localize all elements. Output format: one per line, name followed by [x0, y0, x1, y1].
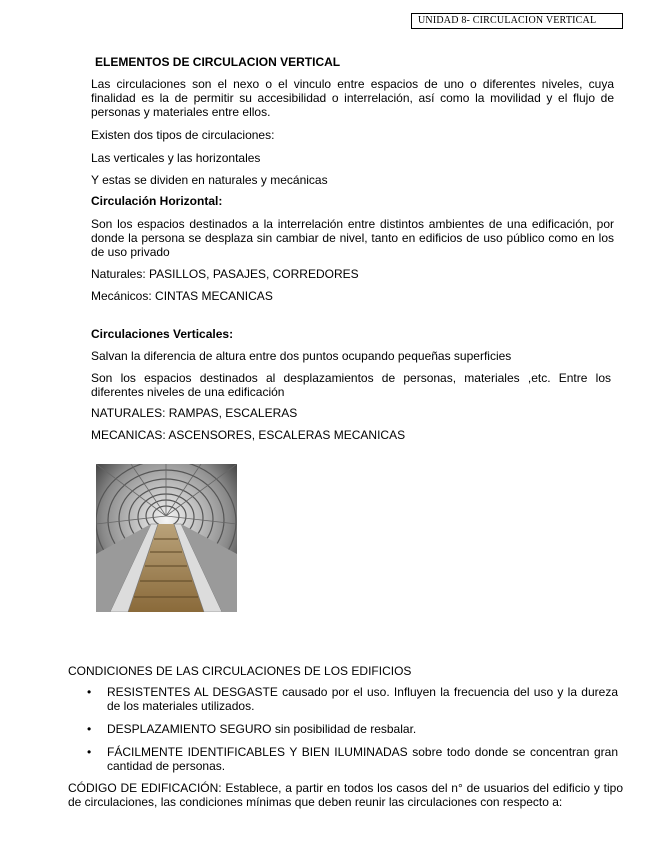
unit-header-box: [411, 13, 623, 29]
vertical-line2: Son los espacios destinados al desplazamientos de personas, materiales ,etc. Entre los diferentes niveles de una edificación: [91, 371, 611, 399]
horizontal-mechanical: Mecánicos: CINTAS MECANICAS: [91, 289, 273, 303]
vertical-heading: Circulaciones Verticales:: [91, 327, 234, 341]
horizontal-natural: Naturales: PASILLOS, PASAJES, CORREDORES: [91, 267, 359, 281]
bullet-icon: •: [87, 745, 92, 759]
building-code-paragraph: CÓDIGO DE EDIFICACIÓN: Establece, a partir en todos los casos del n° de usuarios del edificio y tipo de circulaciones, las condiciones mínimas que deben reunir las circulaciones con respecto a:: [68, 781, 623, 809]
bullet-icon: •: [87, 685, 92, 699]
horizontal-heading: Circulación Horizontal:: [91, 194, 223, 208]
vertical-natural: NATURALES: RAMPAS, ESCALERAS: [91, 406, 298, 420]
vertical-mechanical: MECANICAS: ASCENSORES, ESCALERAS MECANICAS: [91, 428, 406, 442]
condition-item: FÁCILMENTE IDENTIFICABLES Y BIEN ILUMINADAS sobre todo donde se concentran gran cantidad de personas.: [107, 745, 618, 773]
conditions-heading: CONDICIONES DE LAS CIRCULACIONES DE LOS EDIFICIOS: [68, 664, 412, 678]
unit-header-label: UNIDAD 8- CIRCULACION VERTICAL: [418, 15, 597, 26]
vertical-line1: Salvan la diferencia de altura entre dos puntos ocupando pequeñas superficies: [91, 349, 512, 363]
bullet-icon: •: [87, 722, 92, 736]
condition-item: DESPLAZAMIENTO SEGURO sin posibilidad de resbalar.: [107, 722, 417, 736]
horizontal-description: Son los espacios destinados a la interrelación entre distintos ambientes de una edificación, por donde la persona se desplaza sin cambiar de nivel, tanto en edificios de uso público como en los de uso privado: [91, 217, 614, 259]
types-list: Las verticales y las horizontales: [91, 151, 261, 165]
types-intro: Existen dos tipos de circulaciones:: [91, 128, 275, 142]
escalator-photo: [96, 464, 237, 612]
page-title: ELEMENTOS DE CIRCULACION VERTICAL: [95, 55, 341, 69]
condition-item: RESISTENTES AL DESGASTE causado por el uso. Influyen la frecuencia del uso y la dureza de los materiales utilizados.: [107, 685, 618, 713]
intro-paragraph: Las circulaciones son el nexo o el vinculo entre espacios de uno o diferentes niveles, cuya finalidad es la de permitir su accesibilidad o interrelación, así como la movilidad y el flujo de personas y materiales entre ellos.: [91, 77, 614, 119]
types-division: Y estas se dividen en naturales y mecánicas: [91, 173, 328, 187]
